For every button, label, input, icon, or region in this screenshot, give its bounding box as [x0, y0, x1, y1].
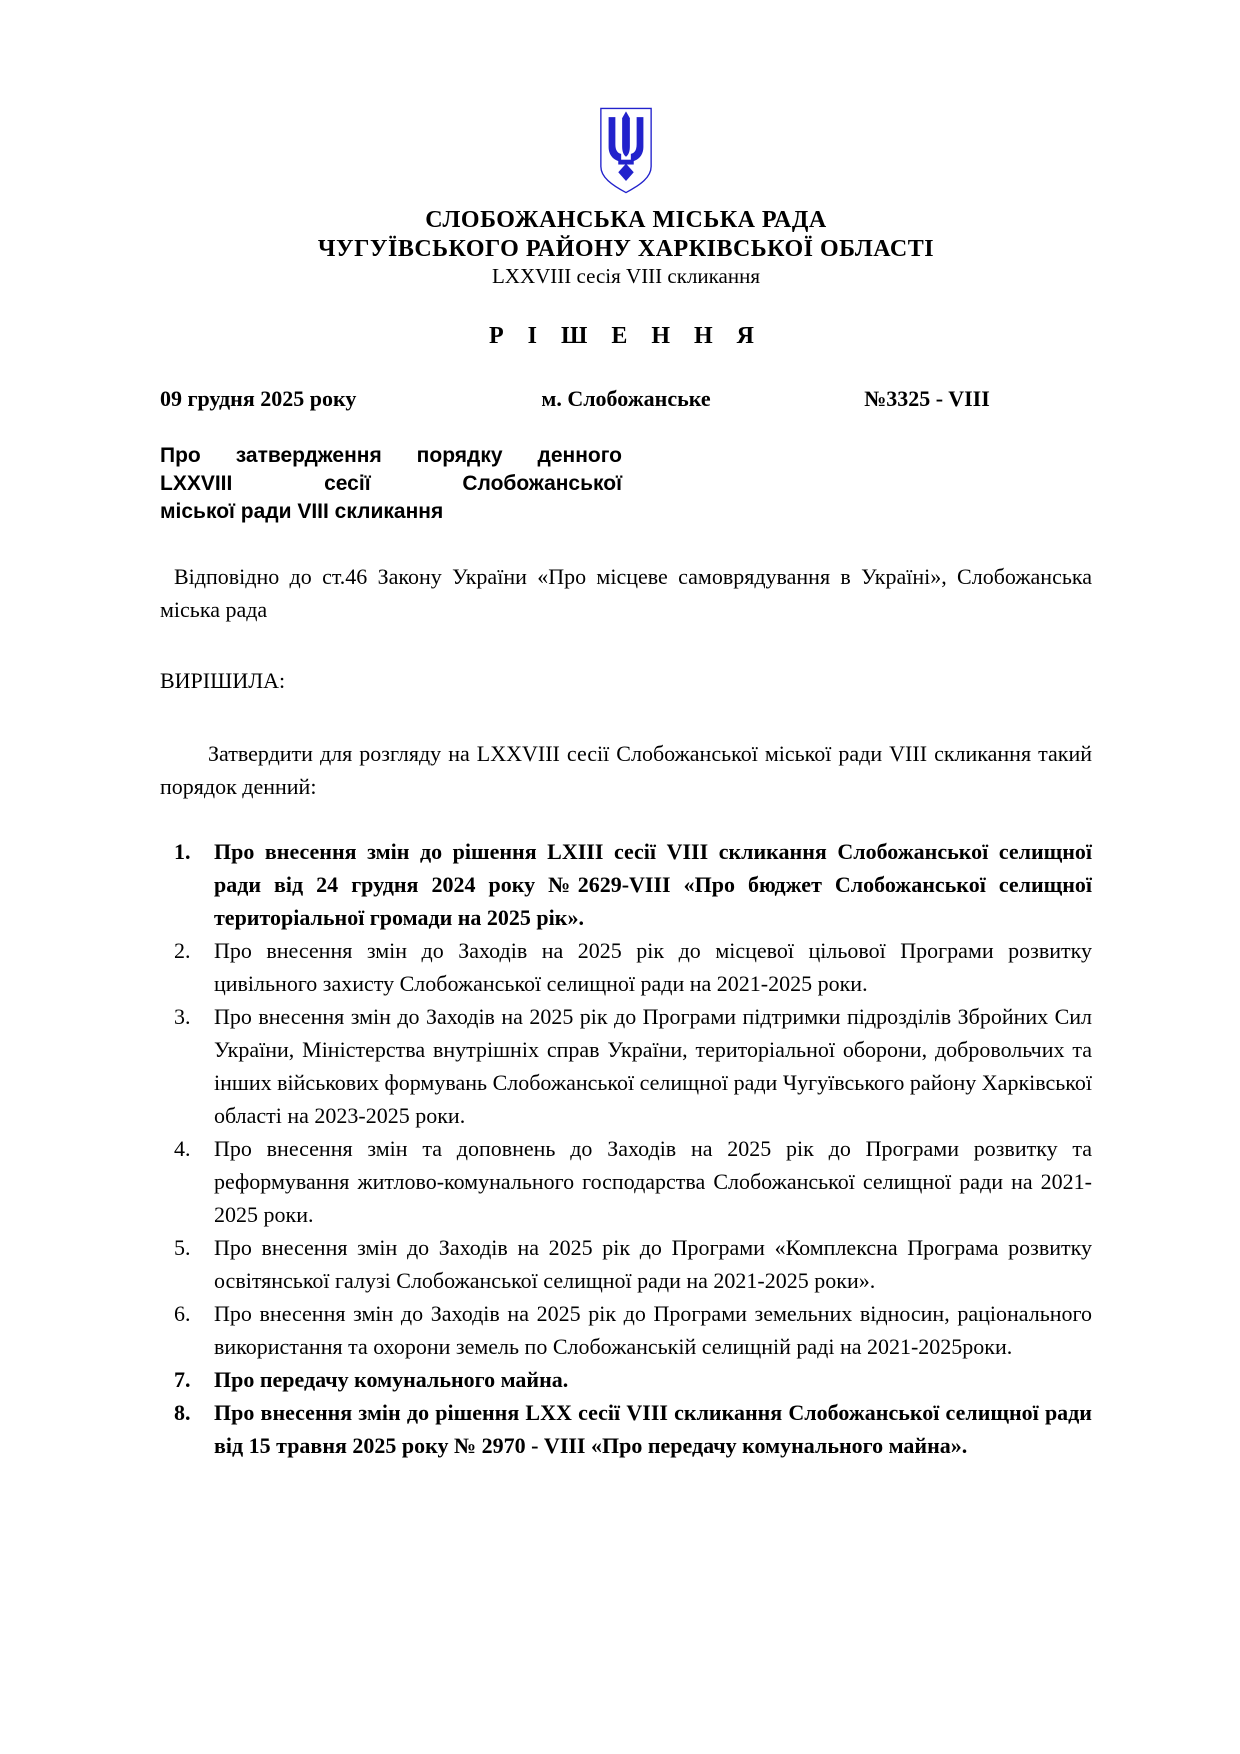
agenda-item [174, 835, 1092, 934]
agenda-item-text: Про внесення змін до Заходів на 2025 рік до Програми земельних відносин, раціонального використання та охорони земель по Слобожанській селищній раді на 2021-2025роки. [214, 1301, 1092, 1359]
document-header [160, 206, 1092, 289]
agenda-item [174, 1363, 1092, 1396]
agenda-item-number: 4. [174, 1136, 191, 1161]
agenda-item [174, 1231, 1092, 1297]
document-date: 09 грудня 2025 року [160, 386, 357, 411]
subject-line: Про затвердження порядку денного [160, 444, 622, 467]
district-name: ЧУГУЇВСЬКОГО РАЙОНУ ХАРКІВСЬКОЇ ОБЛАСТІ [317, 236, 935, 262]
document-place: м. Слобожанське [541, 386, 711, 411]
agenda-item-text: Про внесення змін до Заходів на 2025 рік до Програми «Комплексна Програма розвитку освітянської галузі Слобожанської селищної ради на 2021-2025 роки». [214, 1235, 1092, 1293]
emblem-container [160, 106, 1092, 198]
agenda-item-number: 5. [174, 1235, 191, 1260]
agenda-item-text: Про внесення змін та доповнень до Заходів на 2025 рік до Програми розвитку та реформування житлово-комунального господарства Слобожанської селищної ради на 2021-2025 роки. [214, 1136, 1092, 1227]
agenda-item-number: 3. [174, 1004, 191, 1029]
meta-row [160, 386, 1092, 412]
agenda-item-number: 7. [174, 1367, 191, 1392]
session-line: LXXVIII сесія VIII скликання [491, 264, 761, 288]
agenda-item [174, 1132, 1092, 1231]
agenda-item-number: 2. [174, 938, 191, 963]
council-name: СЛОБОЖАНСЬКА МІСЬКА РАДА [425, 207, 827, 233]
agenda-list [160, 835, 1092, 1462]
document-title: Р І Ш Е Н Н Я [488, 323, 764, 349]
agenda-item-text: Про внесення змін до Заходів на 2025 рік до місцевої цільової Програми розвитку цивільного захисту Слобожанської селищної ради на 2021-2025 роки. [214, 938, 1092, 996]
agenda-item [174, 1297, 1092, 1363]
agenda-item-text: Про внесення змін до рішення LXIII сесії VIII скликання Слобожанської селищної ради від 24 грудня 2024 року №2629-VIII «Про бюджет Слобожанської селищної територіальної громади на 2025 рік». [214, 839, 1092, 930]
agenda-item-number: 8. [174, 1400, 191, 1425]
subject-line: LXXVIII сесії Слобожанської [160, 472, 622, 495]
subject-line: міської ради VIII скликання [160, 500, 444, 523]
agenda-item-number: 1. [174, 839, 191, 864]
agenda-item-number: 6. [174, 1301, 191, 1326]
resolved-label: ВИРІШИЛА: [160, 668, 286, 693]
intro-paragraph: Затвердити для розгляду на LXXVIII сесії Слобожанської міської ради VIII скликання такий порядок денний: [160, 741, 1092, 799]
document-number: №3325 - VIII [864, 386, 990, 411]
agenda-item-text: Про передачу комунального майна. [214, 1367, 569, 1392]
ukraine-trident-icon [597, 106, 655, 196]
agenda-item [174, 1396, 1092, 1462]
subject-block [160, 442, 622, 526]
agenda-item-text: Про внесення змін до Заходів на 2025 рік до Програми підтримки підрозділів Збройних Сил України, Міністерства внутрішніх справ України, територіальної оборони, добровольчих та інших військових формувань Слобожанської селищної ради Чугуївського району Харківської області на 2023-2025 роки. [214, 1004, 1092, 1128]
agenda-item [174, 1000, 1092, 1132]
agenda-item-text: Про внесення змін до рішення LXX сесії VIII скликання Слобожанської селищної ради від 15 травня 2025 року № 2970 - VIII «Про передачу комунального майна». [214, 1400, 1092, 1458]
agenda-item [174, 934, 1092, 1000]
preamble-paragraph: Відповідно до ст.46 Закону України «Про місцеве самоврядування в Україні», Слобожанська міська рада [160, 564, 1092, 622]
